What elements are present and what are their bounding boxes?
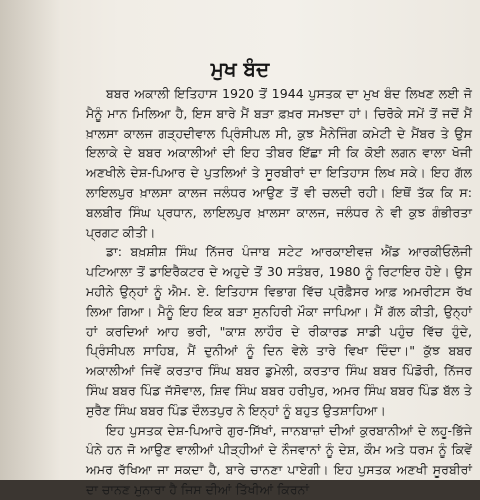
show-through-text bbox=[150, 4, 480, 26]
page-title: ਮੁਖ ਬੰਦ bbox=[210, 57, 270, 81]
body-text bbox=[86, 84, 472, 497]
paragraph: ਡਾ: ਬਖ਼ਸ਼ੀਸ਼ ਸਿੰਘ ਨਿੱਜਰ ਪੰਜਾਬ ਸਟੇਟ ਆਰਕਾਈਵਜ਼ ਐਂਡ ਆਰਕੀਓਲੋਜੀ ਪਟਿਆਲਾ ਤੋਂ ਡਾਇਰੈਕਟਰ ਦੇ ਅਹੁਦੇ ਤੋਂ 30 ਸਤੰਬਰ, 1980 ਨੂੰ ਰਿਟਾਇਰ ਹੋਏ। ਉਸ ਮਹੀਨੇ ਉਨ੍ਹਾਂ ਨੂੰ ਐਮ. ਏ. ਇਤਿਹਾਸ ਵਿਭਾਗ ਵਿੱਚ ਪ੍ਰੋਫ਼ੈਸਰ ਆਫ਼ ਅਮਰੀਟਸ ਰੱਖ ਲਿਆ ਗਿਆ। ਮੈਨੂੰ ਇਹ ਇਕ ਬੜਾ ਸੁਨਹਿਰੀ ਮੌਕਾ ਜਾਪਿਆ। ਮੈਂ ਗੱਲ ਕੀਤੀ, ਉਨ੍ਹਾਂ ਹਾਂ ਕਰਦਿਆਂ ਆਹ ਭਰੀ, "ਕਾਸ਼ ਲਾਹੌਰ ਦੇ ਰੀਕਾਰਡ ਸਾਡੀ ਪਹੁੰਚ ਵਿੱਚ ਹੁੰਦੇ, ਪ੍ਰਿੰਸੀਪਲ ਸਾਹਿਬ, ਮੈਂ ਦੁਨੀਆਂ ਨੂੰ ਦਿਨ ਵੇਲੇ ਤਾਰੇ ਵਿਖਾ ਦਿੰਦਾ।" ਕੁੱਝ ਬਬਰ ਅਕਾਲੀਆਂ ਜਿਵੇਂ ਕਰਤਾਰ ਸਿੰਘ ਬਬਰ ਡੁਮੇਲੀ, ਕਰਤਾਰ ਸਿੰਘ ਬਬਰ ਪਿੰਡੋਰੀ, ਨਿੱਜਰ ਸਿੰਘ ਬਬਰ ਪਿੰਡ ਜੱਸੋਵਾਲ, ਸ਼ਿਵ ਸਿੰਘ ਬਬਰ ਹਰੀਪੁਰ, ਅਮਰ ਸਿੰਘ ਬਬਰ ਪਿੰਡ ਬੱਲ ਤੇ ਸੁਰੈਣ ਸਿੰਘ ਬਬਰ ਪਿੰਡ ਦੌਲਤਪੁਰ ਨੇ ਇਨ੍ਹਾਂ ਨੂੰ ਬਹੁਤ ਉਤਸ਼ਾਹਿਆ। bbox=[86, 244, 472, 418]
paragraph: ਇਹ ਪੁਸਤਕ ਦੇਸ਼-ਪਿਆਰੇ ਗੁਰ-ਸਿੱਖਾਂ, ਜਾਨਬਾਜ਼ਾਂ ਦੀਆਂ ਕੁਰਬਾਨੀਆਂ ਦੇ ਲਹੂ-ਭਿੱਜੇ ਪੰਨੇ ਹਨ ਜੋ ਆਉਣ ਵਾਲੀਆਂ ਪੀੜ੍ਹੀਆਂ ਦੇ ਨੌਜਵਾਨਾਂ ਨੂੰ ਦੇਸ਼, ਕੌਮ ਅਤੇ ਧਰਮ ਨੂੰ ਕਿਵੇਂ ਅਮਰ ਰੱਖਿਆ ਜਾ ਸਕਦਾ ਹੈ, ਬਾਰੇ ਚਾਨਣਾ ਪਾਏਗੀ। ਇਹ ਪੁਸਤਕ ਅਣਖੀ ਸੂਰਬੀਰਾਂ ਦਾ ਚਾਨਣ ਮੁਨਾਰਾ ਹੈ ਜਿਸ ਦੀਆਂ ਤਿੱਖੀਆਂ ਕਿਰਨਾਂ bbox=[86, 422, 472, 497]
paragraph: ਬਬਰ ਅਕਾਲੀ ਇਤਿਹਾਸ 1920 ਤੋਂ 1944 ਪੁਸਤਕ ਦਾ ਮੁਖ ਬੰਦ ਲਿਖਣ ਲਈ ਜੋ ਮੈਨੂੰ ਮਾਨ ਮਿਲਿਆ ਹੈ, ਇਸ ਬਾਰੇ ਮੈਂ ਬੜਾ ਫ਼ਖ਼ਰ ਸਮਝਦਾ ਹਾਂ। ਚਿਰੋਕੇ ਸਮੇਂ ਤੋਂ ਜਦੋਂ ਮੈਂ ਖ਼ਾਲਸਾ ਕਾਲਜ ਗੜ੍ਹਦੀਵਾਲ ਪ੍ਰਿੰਸੀਪਲ ਸੀ, ਕੁਝ ਮੈਨੇਜਿੰਗ ਕਮੇਟੀ ਦੇ ਮੈਂਬਰ ਤੇ ਉਸ ਇਲਾਕੇ ਦੇ ਬਬਰ ਅਕਾਲੀਆਂ ਦੀ ਇਹ ਤੀਬਰ ਇੱਛਾ ਸੀ ਕਿ ਕੋਈ ਲਗਨ ਵਾਲਾ ਖੋਜੀ ਅਣਖੀਲੇ ਦੇਸ਼-ਪਿਆਰ ਦੇ ਪੁਤਲਿਆਂ ਤੇ ਸੂਰਬੀਰਾਂ ਦਾ ਇਤਿਹਾਸ ਲਿਖ ਸਕੇ। ਇਹ ਗੱਲ ਲਾਇਲਪੁਰ ਖ਼ਾਲਸਾ ਕਾਲਜ ਜਲੰਧਰ ਆਉਣ ਤੋਂ ਵੀ ਚਲਦੀ ਰਹੀ। ਇਥੋਂ ਤੱਕ ਕਿ ਸ: ਬਲਬੀਰ ਸਿੰਘ ਪ੍ਰਧਾਨ, ਲਾਇਲਪੁਰ ਖ਼ਾਲਸਾ ਕਾਲਜ, ਜਲੰਧਰ ਨੇ ਵੀ ਕੁਝ ਗੰਭੀਰਤਾ ਪ੍ਰਗਟ ਕੀਤੀ। bbox=[86, 86, 472, 240]
